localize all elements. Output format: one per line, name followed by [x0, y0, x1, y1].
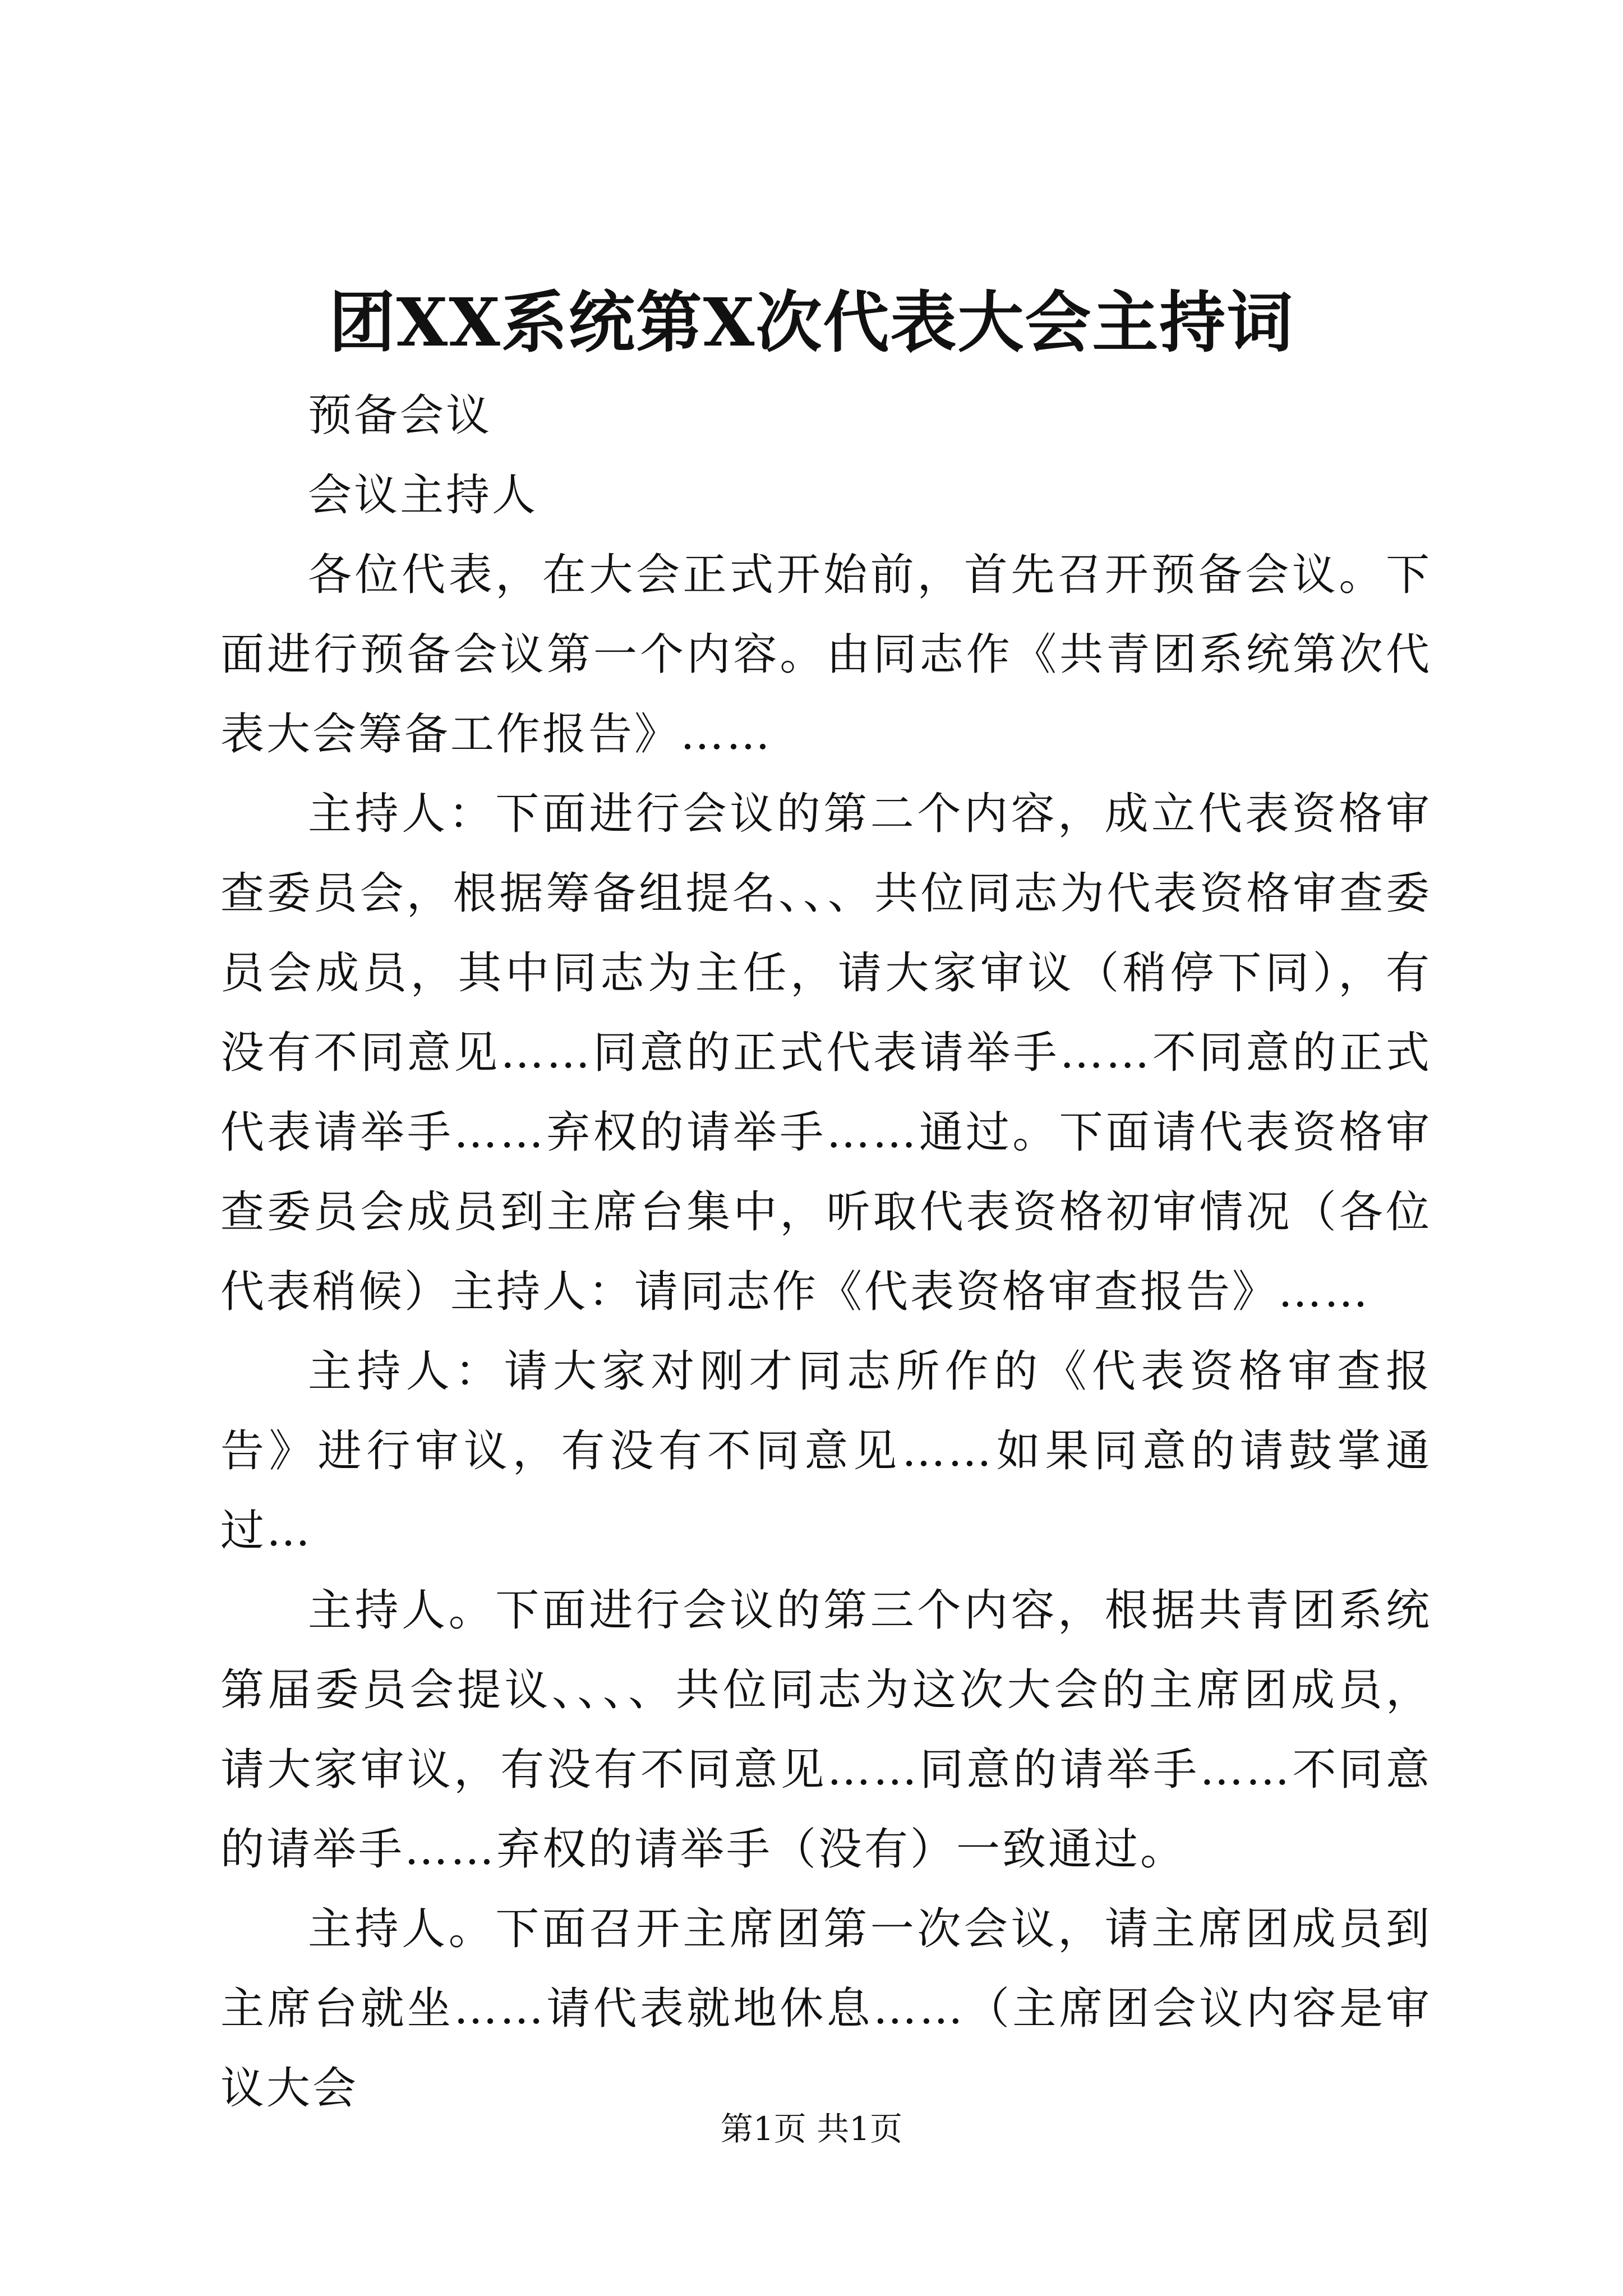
- page-number-footer: 第1页 共1页: [720, 2110, 903, 2148]
- paragraph-second-item: 主持人：下面进行会议的第二个内容，成立代表资格审查委员会，根据筹备组提名、、、共位同志为代表资格审查委员会成员，其中同志为主任，请大家审议（稍停下同），有没有不同意见……同意的正式代表请举手……不同意的正式代表请举手……弃权的请举手……通过。下面请代表资格审查委员会成员到主席台集中，听取代表资格初审情况（各位代表稍候）主持人：请同志作《代表资格审查报告》……: [220, 789, 1432, 1317]
- paragraph-preparatory-meeting: 预备会议: [308, 390, 492, 441]
- paragraph-presidium-meeting: 主持人。下面召开主席团第一次会议，请主席团成员到主席台就坐……请代表就地休息……（主席团会议内容是审议大会: [220, 1904, 1432, 2114]
- paragraph-review-report: 主持人：请大家对刚才同志所作的《代表资格审查报告》进行审议，有没有不同意见……如果同意的请鼓掌通过…: [220, 1346, 1432, 1556]
- paragraph-opening: 各位代表，在大会正式开始前，首先召开预备会议。下面进行预备会议第一个内容。由同志作《共青团系统第次代表大会筹备工作报告》……: [220, 550, 1432, 760]
- paragraph-third-item: 主持人。下面进行会议的第三个内容，根据共青团系统第届委员会提议、、、、共位同志为这次大会的主席团成员，请大家审议，有没有不同意见……同意的请举手……不同意的请举手……弃权的请举手（没有）一致通过。: [220, 1585, 1432, 1875]
- document-body: [220, 376, 1432, 2128]
- paragraph-meeting-host: 会议主持人: [308, 470, 538, 521]
- document-title: 团XX系统第X次代表大会主持词: [329, 283, 1294, 361]
